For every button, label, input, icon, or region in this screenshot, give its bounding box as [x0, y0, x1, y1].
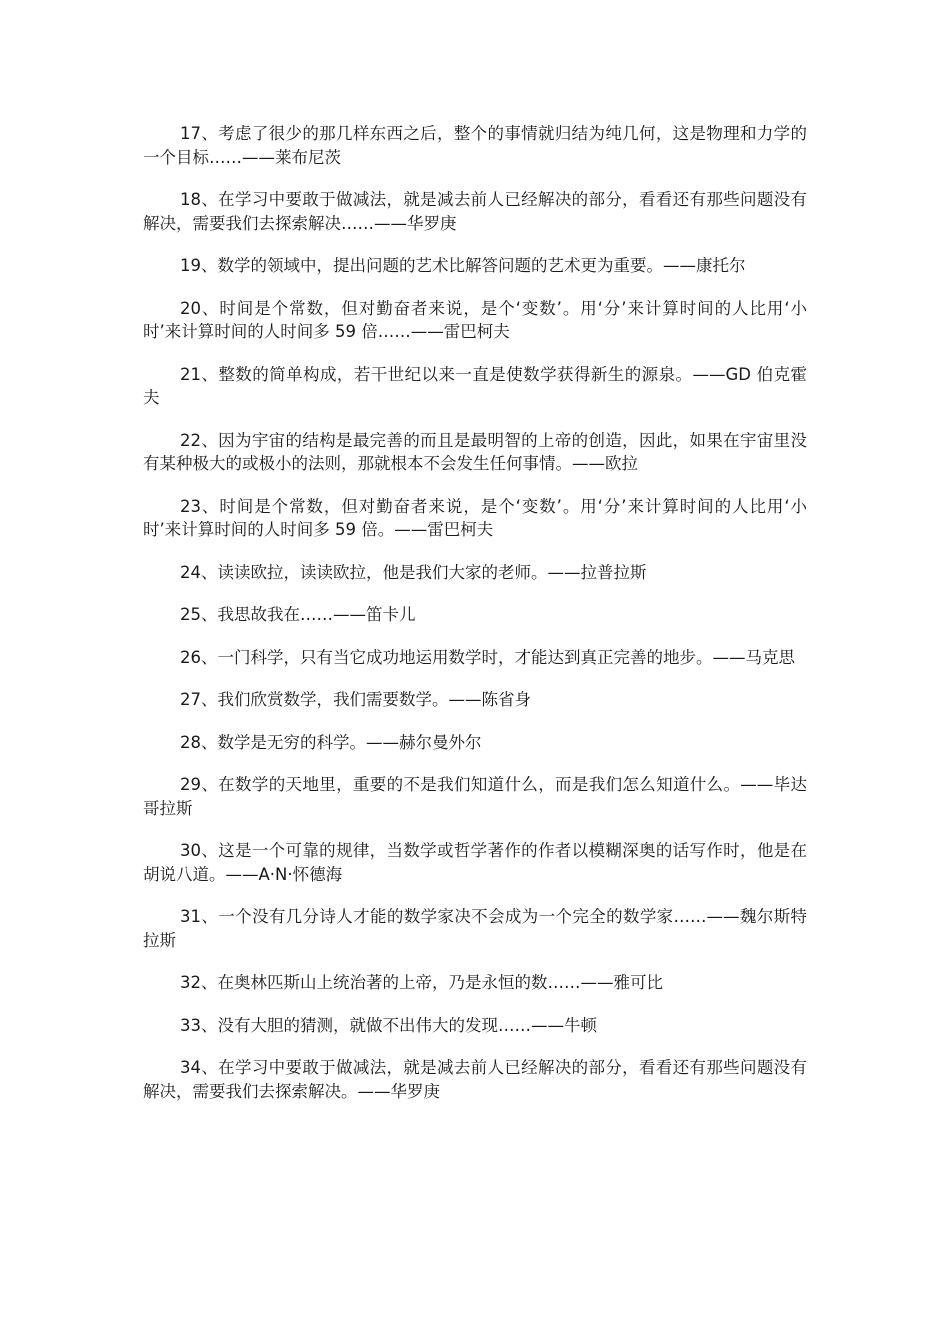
quote-paragraph: 21、整数的简单构成，若干世纪以来一直是使数学获得新生的源泉。——GD 伯克霍夫	[143, 364, 807, 407]
quote-paragraph: 31、一个没有几分诗人才能的数学家决不会成为一个完全的数学家……——魏尔斯特拉斯	[143, 907, 807, 950]
quote-paragraph: 33、没有大胆的猜测，就做不出伟大的发现……——牛顿	[180, 1015, 597, 1035]
quote-paragraph: 32、在奥林匹斯山上统治著的上帝，乃是永恒的数……——雅可比	[180, 973, 663, 992]
quote-paragraph: 23、时间是个常数，但对勤奋者来说，是个‘变数’。用‘分’来计算时间的人比用‘小时’来计算时间的人时间多 59 倍。——雷巴柯夫	[143, 496, 807, 539]
quote-paragraph: 19、数学的领域中，提出问题的艺术比解答问题的艺术更为重要。——康托尔	[180, 256, 746, 275]
quote-paragraph: 24、读读欧拉，读读欧拉，他是我们大家的老师。——拉普拉斯	[180, 562, 647, 582]
quote-paragraph: 22、因为宇宙的结构是最完善的而且是最明智的上帝的创造，因此，如果在宇宙里没有某种极大的或极小的法则，那就根本不会发生任何事情。——欧拉	[143, 430, 807, 473]
quote-paragraph: 20、时间是个常数，但对勤奋者来说，是个‘变数’。用‘分’来计算时间的人比用‘小时’来计算时间的人时间多 59 倍……——雷巴柯夫	[143, 298, 807, 341]
quote-paragraph: 34、在学习中要敢于做减法，就是减去前人已经解决的部分，看看还有那些问题没有解决，需要我们去探索解决。——华罗庚	[143, 1058, 807, 1101]
quote-paragraph: 28、数学是无穷的科学。——赫尔曼外尔	[180, 732, 482, 752]
document-page	[143, 122, 807, 1122]
quote-paragraph: 27、我们欣赏数学，我们需要数学。——陈省身	[180, 690, 531, 709]
quote-paragraph: 26、一门科学，只有当它成功地运用数学时，才能达到真正完善的地步。——马克思	[180, 647, 795, 667]
quote-paragraph: 29、在数学的天地里，重要的不是我们知道什么，而是我们怎么知道什么。——毕达哥拉斯	[143, 775, 807, 818]
quote-paragraph: 25、我思故我在……——笛卡儿	[180, 605, 416, 624]
quote-paragraph: 17、考虑了很少的那几样东西之后，整个的事情就归结为纯几何，这是物理和力学的一个目标……——莱布尼茨	[143, 124, 807, 167]
quote-paragraph: 18、在学习中要敢于做减法，就是减去前人已经解决的部分，看看还有那些问题没有解决，需要我们去探索解决……——华罗庚	[143, 190, 807, 233]
quote-paragraph: 30、这是一个可靠的规律，当数学或哲学著作的作者以模糊深奥的话写作时，他是在胡说八道。——A·N·怀德海	[143, 841, 807, 884]
